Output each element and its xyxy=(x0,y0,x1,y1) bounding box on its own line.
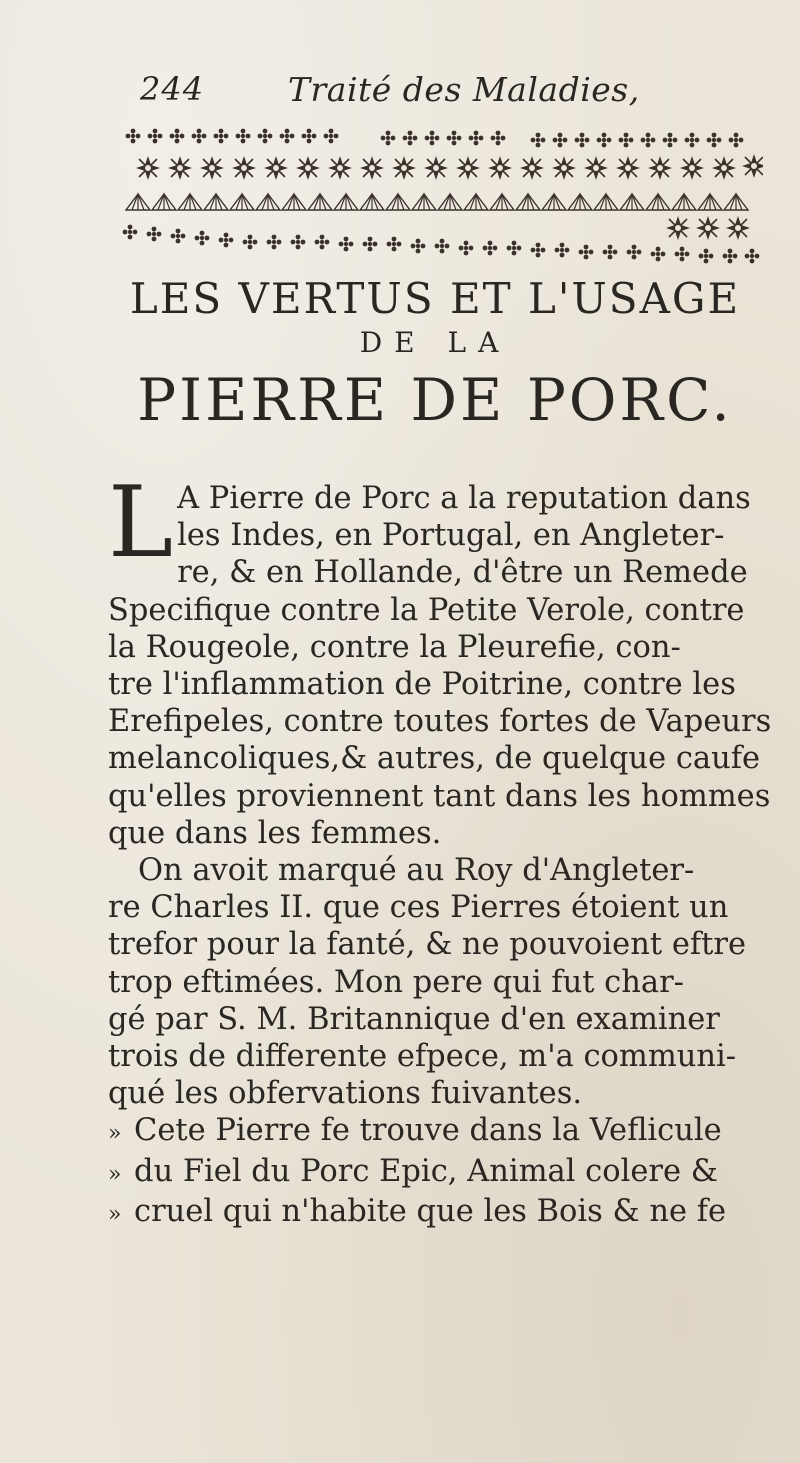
text-line: qué les obfervations fuivantes. xyxy=(108,1076,583,1112)
text-line-content: du Fiel du Porc Epic, Animal colere & xyxy=(134,1153,718,1189)
title-line-1: LES VERTUS ET L'USAGE xyxy=(129,274,741,323)
quote-mark: » xyxy=(108,1161,122,1187)
ornamental-border-icon xyxy=(118,124,763,264)
text-line: trois de differente efpece, m'a communi- xyxy=(108,1039,737,1075)
page-number: 244 xyxy=(140,70,205,108)
quote-mark: » xyxy=(108,1201,122,1227)
text-line xyxy=(108,1153,763,1193)
text-line: On avoit marqué au Roy d'Angleter- xyxy=(138,853,695,889)
text-line: trop eftimées. Mon pere qui fut char- xyxy=(108,964,684,1000)
title-line-2: DE LA xyxy=(359,326,511,360)
text-line: Specifique contre la Petite Verole, contre xyxy=(108,592,745,628)
text-line: qu'elles proviennent tant dans les hommes xyxy=(108,778,771,814)
text-line: A Pierre de Porc a la reputation dans xyxy=(177,481,751,516)
paragraph-2 xyxy=(108,852,763,1112)
text-line: Erefipeles, contre toutes fortes de Vapeurs xyxy=(108,704,772,740)
text-line-content: cruel qui n'habite que les Bois & ne fe xyxy=(134,1193,727,1229)
body-text xyxy=(108,466,772,1233)
paragraph-1 xyxy=(108,466,772,852)
text-line: trefor pour la fanté, & ne pouvoient eftre xyxy=(108,927,747,963)
text-line: tre l'inflammation de Poitrine, contre les xyxy=(108,667,736,703)
text-line: re Charles II. que ces Pierres étoient un xyxy=(108,890,729,926)
paragraph-3 xyxy=(108,1112,763,1233)
text-line: la Rougeole, contre la Pleurefie, con- xyxy=(108,629,681,665)
text-line: re, & en Hollande, d'être un Remede xyxy=(177,555,748,591)
running-title: Traité des Maladies, xyxy=(288,70,640,109)
text-line-content: Cete Pierre fe trouve dans la Veflicule xyxy=(134,1113,722,1149)
chapter-title xyxy=(110,276,760,433)
title-line-3: PIERRE DE PORC. xyxy=(137,365,733,434)
text-line: melancoliques,& autres, de quelque caufe xyxy=(108,741,761,777)
running-header xyxy=(140,70,760,120)
drop-cap: L xyxy=(108,466,174,580)
text-line xyxy=(108,1112,763,1152)
text-line xyxy=(108,1193,763,1233)
quote-mark: » xyxy=(108,1121,122,1147)
text-line: les Indes, en Portugal, en Angleter- xyxy=(177,518,725,554)
text-line: gé par S. M. Britannique d'en examiner xyxy=(108,1001,720,1037)
text-line: que dans les femmes. xyxy=(108,815,442,851)
